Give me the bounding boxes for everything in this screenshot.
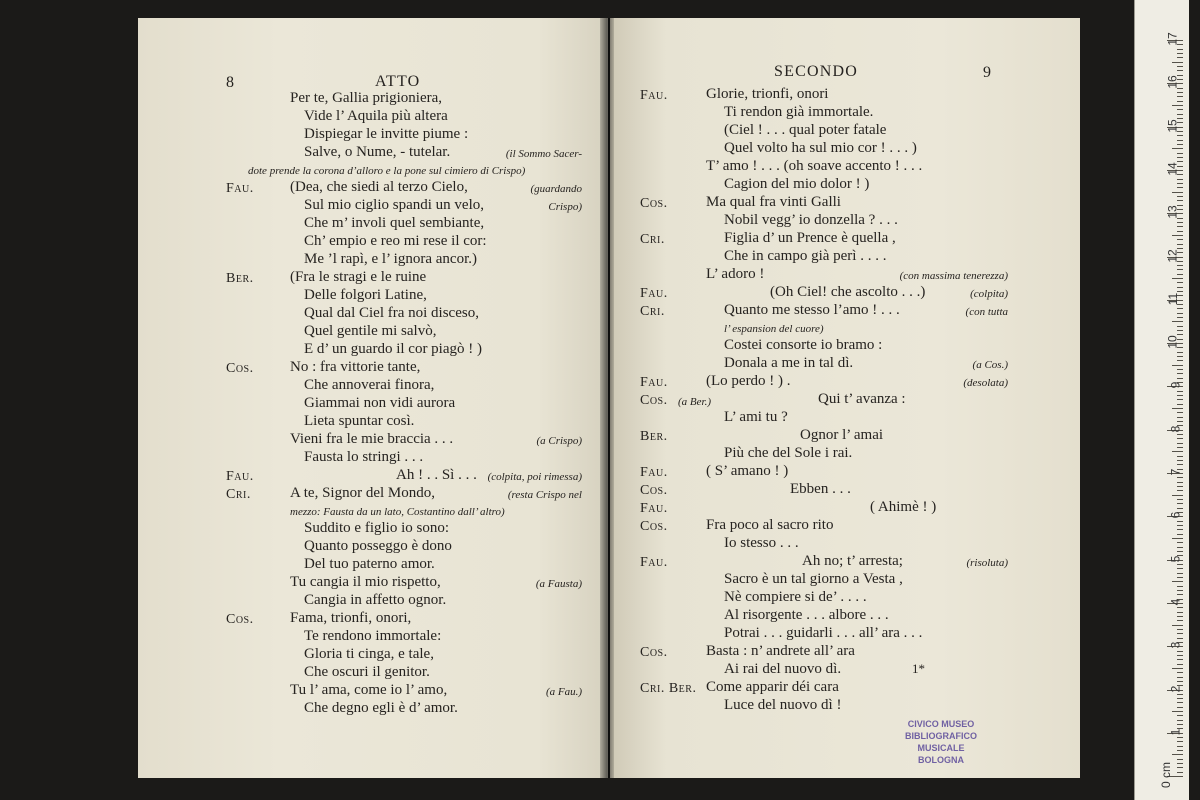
verse-line: Che degno egli è d’ amor. (304, 700, 458, 716)
verse-line: Glorie, trionfi, onori (706, 86, 829, 102)
ruler-tick (1177, 629, 1183, 630)
speaker-label: Cos. (640, 196, 668, 211)
ruler-tick (1177, 222, 1183, 223)
ruler-tick (1177, 96, 1183, 97)
verse-line: Ah no; t’ arresta; (802, 553, 903, 569)
speaker-label: Cos. (640, 645, 668, 660)
ruler-tick (1177, 707, 1183, 708)
verse-line: Al risorgente . . . albore . . . (724, 607, 889, 623)
ruler-tick (1177, 57, 1183, 58)
ruler-tick (1177, 187, 1183, 188)
speaker-label: Fau. (226, 181, 254, 196)
ruler-tick (1177, 702, 1183, 703)
ruler-tick (1177, 750, 1183, 751)
ruler-tick (1177, 525, 1183, 526)
ruler-tick (1177, 633, 1183, 634)
verse-line: Delle folgori Latine, (304, 287, 427, 303)
ruler-tick (1177, 66, 1183, 67)
verse-line: Giammai non vidi aurora (304, 395, 456, 411)
ruler-tick (1177, 391, 1183, 392)
verse-line: Potrai . . . guidarli . . . all’ ara . . . (724, 625, 923, 641)
ruler-tick (1177, 594, 1183, 595)
verse-line: (Oh Ciel! che ascolto . . .) (770, 284, 926, 300)
ruler-label: 6 (1168, 511, 1183, 519)
verse-line: Cangia in affetto ognor. (304, 592, 447, 608)
verse-line: Donala a me in tal dì. (724, 355, 854, 371)
verse-line: Per te, Gallia prigioniera, (290, 90, 443, 106)
verse-line: (Ciel ! . . . qual poter fatale (724, 122, 887, 138)
verse-line: Io stesso . . . (724, 535, 799, 551)
stage-direction: (guardando (530, 183, 582, 195)
ruler-tick (1172, 451, 1183, 452)
verse-line: Ai rai del nuovo dì. (724, 661, 842, 677)
verse-line: Ti rendon già immortale. (724, 104, 874, 120)
ruler-tick (1177, 49, 1183, 50)
stage-direction: (desolata) (963, 377, 1008, 389)
ruler-label: 15 (1165, 118, 1180, 133)
ruler-tick (1177, 655, 1183, 656)
verse-line: Fausta lo stringi . . . (304, 449, 424, 465)
stage-direction: (a Crispo) (536, 435, 582, 447)
ruler-tick (1177, 590, 1183, 591)
verse-line: Gloria ti cinga, e tale, (304, 646, 434, 662)
ruler-tick (1177, 486, 1183, 487)
ruler-tick (1177, 664, 1183, 665)
verse-line: Vide l’ Aquila più altera (304, 108, 448, 124)
verse-line: E d’ un guardo il cor piagò ! ) (304, 341, 483, 357)
ruler-tick (1177, 287, 1183, 288)
verse-line: Sacro è un tal giorno a Vesta , (724, 571, 903, 587)
verse-line: Ebben . . . (790, 481, 851, 497)
stage-direction: (colpita) (970, 288, 1008, 300)
ruler-tick (1177, 477, 1183, 478)
speaker-label: Fau. (640, 286, 668, 301)
ruler-tick (1177, 724, 1183, 725)
speaker-label: Cos. (640, 393, 668, 408)
ruler-tick (1177, 308, 1183, 309)
speaker-label: Cos. (226, 361, 254, 376)
verse-line: L’ ami tu ? (724, 409, 788, 425)
ruler-tick (1177, 356, 1183, 357)
ruler-label: 3 (1168, 641, 1183, 649)
ruler-label: 0 cm (1158, 762, 1173, 789)
verse-line: (Lo perdo ! ) . (706, 373, 791, 389)
speaker-label: Fau. (640, 465, 668, 480)
ruler-tick (1177, 395, 1183, 396)
stage-direction: (risoluta) (966, 557, 1008, 569)
verse-line: Tu cangia il mio rispetto, (290, 574, 441, 590)
ruler-tick (1172, 754, 1183, 755)
ruler-tick (1177, 92, 1183, 93)
ruler-tick (1172, 668, 1183, 669)
verse-line: Salve, o Nume, - tutelar. (304, 144, 451, 160)
ruler-tick (1177, 70, 1183, 71)
ruler-tick (1177, 586, 1183, 587)
ruler-tick (1172, 321, 1183, 322)
ruler-tick (1177, 482, 1183, 483)
ruler-tick (1177, 226, 1183, 227)
stage-direction: (a Fau.) (545, 686, 582, 698)
verse-line: Ognor l’ amai (800, 427, 884, 443)
verse-line: ( S’ amano ! ) (706, 463, 789, 479)
ruler-tick (1177, 179, 1183, 180)
ruler-tick (1177, 269, 1183, 270)
ruler-tick (1177, 694, 1183, 695)
ruler-tick (1177, 317, 1183, 318)
verse-line: Quanto posseggo è dono (304, 538, 452, 554)
left-page-header: ATTO (375, 73, 421, 90)
ruler-label: 4 (1168, 598, 1183, 606)
ruler-tick (1177, 741, 1183, 742)
verse-line: Vieni fra le mie braccia . . . (290, 431, 454, 447)
verse-line: Basta : n’ andrete all’ ara (706, 643, 855, 659)
ruler-tick (1177, 239, 1183, 240)
ruler-tick (1177, 698, 1183, 699)
stamp-line: BIBLIOGRAFICO MUSICALE (905, 731, 977, 753)
book-gutter (600, 18, 614, 778)
stage-direction: l’ espansion del cuore) (724, 323, 824, 335)
stage-direction: (con tutta (965, 306, 1008, 318)
verse-line: Tu l’ ama, come io l’ amo, (290, 682, 448, 698)
ruler-tick (1177, 503, 1183, 504)
ruler-tick (1177, 265, 1183, 266)
ruler-tick (1172, 278, 1183, 279)
stage-direction: Crispo) (548, 201, 582, 213)
speaker-label: Cos. (640, 483, 668, 498)
ruler-label: 14 (1165, 162, 1180, 176)
ruler-tick (1172, 495, 1183, 496)
ruler-tick (1177, 542, 1183, 543)
ruler-tick (1177, 746, 1183, 747)
verse-line: Del tuo paterno amor. (304, 556, 435, 572)
left-page-number: 8 (226, 74, 234, 91)
ruler-tick (1177, 564, 1183, 565)
verse-line: Che m’ involi quel sembiante, (304, 215, 485, 231)
ruler-tick (1177, 607, 1183, 608)
stamp-line: BOLOGNA (918, 755, 964, 765)
ruler-tick (1177, 521, 1183, 522)
verse-line: Dispiegar le invitte piume : (304, 126, 469, 142)
ruler-tick (1172, 192, 1183, 193)
ruler-tick (1177, 568, 1183, 569)
signature-mark: 1* (912, 661, 925, 676)
ruler-tick (1177, 157, 1183, 158)
ruler-label: 16 (1165, 75, 1180, 89)
verse-line: Ah ! . . Sì . . . (396, 467, 477, 483)
ruler-tick (1177, 352, 1183, 353)
ruler-tick (1172, 62, 1183, 63)
ruler-tick (1177, 326, 1183, 327)
speaker-label: Fau. (640, 555, 668, 570)
ruler-label: 12 (1165, 248, 1180, 263)
ruler-tick (1172, 408, 1183, 409)
verse-line: Lieta spuntar così. (304, 413, 415, 429)
ruler-tick (1177, 638, 1183, 639)
ruler-label: 13 (1165, 205, 1180, 219)
ruler-tick (1177, 101, 1183, 102)
speaker-label: Cri. Ber. (640, 681, 697, 696)
verse-line: No : fra vittorie tante, (290, 359, 421, 375)
ruler-label: 17 (1165, 32, 1180, 46)
ruler-tick (1177, 456, 1183, 457)
ruler-tick (1177, 534, 1183, 535)
verse-line: T’ amo ! . . . (oh soave accento ! . . . (706, 158, 923, 174)
library-stamp (882, 718, 1000, 766)
ruler-tick (1177, 434, 1183, 435)
ruler-tick (1177, 677, 1183, 678)
ruler-tick (1177, 360, 1183, 361)
ruler-tick (1177, 421, 1183, 422)
ruler-label: 9 (1168, 382, 1183, 389)
ruler-tick (1177, 529, 1183, 530)
ruler-tick (1177, 369, 1183, 370)
ruler-tick (1177, 499, 1183, 500)
ruler-tick (1172, 711, 1183, 712)
ruler-tick (1177, 460, 1183, 461)
stage-direction: (colpita, poi rimessa) (487, 471, 582, 483)
ruler-label: 11 (1165, 292, 1180, 306)
right-page-header: SECONDO (774, 63, 858, 80)
ruler-tick (1177, 737, 1183, 738)
speaker-label: Cos. (226, 612, 254, 627)
verse-line: Costei consorte io bramo : (724, 337, 883, 353)
ruler-tick (1177, 720, 1183, 721)
ruler-tick (1172, 625, 1183, 626)
ruler-tick (1177, 231, 1183, 232)
ruler-label: 8 (1168, 425, 1183, 433)
ruler-tick (1177, 109, 1183, 110)
ruler-tick (1177, 464, 1183, 465)
ruler-tick (1177, 274, 1183, 275)
verse-line: Ma qual fra vinti Galli (706, 194, 841, 210)
stage-direction: (resta Crispo nel (507, 489, 582, 501)
ruler-tick (1177, 183, 1183, 184)
ruler-tick (1177, 772, 1183, 773)
speaker-label: Cos. (640, 519, 668, 534)
ruler-tick (1177, 114, 1183, 115)
ruler-tick (1177, 659, 1183, 660)
right-page-number: 9 (983, 64, 991, 81)
ruler-tick (1177, 153, 1183, 154)
ruler-label: 7 (1168, 468, 1183, 476)
verse-line: Luce del nuovo dì ! (724, 697, 842, 713)
ruler-tick (1177, 616, 1183, 617)
verse-line: Qual dal Ciel fra noi disceso, (304, 305, 479, 321)
verse-line: (Dea, che siedi al terzo Cielo, (290, 179, 468, 195)
ruler-tick (1172, 365, 1183, 366)
speaker-label: Fau. (640, 88, 668, 103)
ruler-tick (1172, 235, 1183, 236)
ruler-tick (1177, 399, 1183, 400)
speaker-label: Fau. (640, 501, 668, 516)
ruler-label: 10 (1165, 335, 1180, 349)
speaker-label: Fau. (226, 469, 254, 484)
ruler-tick (1177, 577, 1183, 578)
ruler-tick (1177, 330, 1183, 331)
speaker-label: Ber. (226, 271, 254, 286)
ruler-tick (1177, 447, 1183, 448)
ruler-tick (1177, 404, 1183, 405)
ruler-tick (1177, 715, 1183, 716)
ruler-tick (1177, 282, 1183, 283)
ruler-tick (1177, 417, 1183, 418)
verse-line: Quel gentile mi salvò, (304, 323, 437, 339)
ruler-tick (1177, 53, 1183, 54)
verse-line: Quanto me stesso l’amo ! . . . (724, 302, 900, 318)
stage-direction: (a Ber.) (678, 396, 711, 408)
ruler-tick (1177, 620, 1183, 621)
verse-line: Suddito e figlio io sono: (304, 520, 450, 536)
stage-direction: (a Cos.) (972, 359, 1008, 371)
verse-line: Qui t’ avanza : (818, 391, 906, 407)
ruler-tick (1177, 508, 1183, 509)
ruler-tick (1177, 767, 1183, 768)
verse-line: Ch’ empio e reo mi rese il cor: (304, 233, 487, 249)
ruler-tick (1177, 140, 1183, 141)
ruler-tick (1177, 135, 1183, 136)
verse-line: Che in campo già perì . . . . (724, 248, 887, 264)
verse-line: Cagion del mio dolor ! ) (724, 176, 870, 192)
ruler-tick (1177, 373, 1183, 374)
ruler-label: 1 (1168, 728, 1183, 736)
verse-line: Nobil vegg’ io donzella ? . . . (724, 212, 898, 228)
stage-direction: (il Sommo Sacer- (505, 148, 582, 160)
ruler-tick (1172, 538, 1183, 539)
verse-line: Me ’l rapì, e l’ ignora ancor.) (304, 251, 477, 267)
verse-line: Quel volto ha sul mio cor ! . . . ) (724, 140, 917, 156)
stage-direction: (con massima tenerezza) (899, 270, 1008, 282)
verse-line: Te rendono immortale: (304, 628, 442, 644)
verse-line: L’ adoro ! (706, 266, 765, 282)
speaker-label: Cri. (226, 487, 251, 502)
ruler-tick (1177, 412, 1183, 413)
ruler-tick (1177, 759, 1183, 760)
verse-line: A te, Signor del Mondo, (290, 485, 435, 501)
stage-direction: mezzo: Fausta da un lato, Costantino dall’ altro) (290, 506, 505, 518)
speaker-label: Fau. (640, 375, 668, 390)
verse-line: Figlia d’ un Prence è quella , (724, 230, 896, 246)
verse-line: Che oscuri il genitor. (304, 664, 430, 680)
verse-line: Più che del Sole i rai. (724, 445, 853, 461)
stamp-line: CIVICO MUSEO (907, 719, 975, 729)
ruler-tick (1177, 612, 1183, 613)
verse-line: Nè compiere si de’ . . . . (724, 589, 867, 605)
ruler-tick (1172, 581, 1183, 582)
ruler-tick (1177, 672, 1183, 673)
ruler-tick (1172, 148, 1183, 149)
speaker-label: Cri. (640, 304, 665, 319)
ruler-label: 5 (1168, 555, 1183, 562)
ruler-tick (1177, 144, 1183, 145)
ruler-tick (1177, 551, 1183, 552)
ruler-tick (1177, 313, 1183, 314)
ruler-tick (1177, 573, 1183, 574)
ruler-tick (1177, 196, 1183, 197)
ruler-tick (1177, 438, 1183, 439)
ruler-tick (1177, 244, 1183, 245)
verse-line: (Fra le stragi e le ruine (290, 269, 427, 285)
verse-line: ( Ahimè ! ) (870, 499, 937, 515)
ruler-label: 2 (1168, 685, 1183, 692)
stage-direction: (a Fausta) (535, 578, 582, 590)
ruler-tick (1177, 681, 1183, 682)
ruler-tick (1177, 378, 1183, 379)
ruler-tick (1177, 763, 1183, 764)
verse-line: Fama, trionfi, onori, (290, 610, 412, 626)
ruler-tick (1177, 651, 1183, 652)
ruler-tick (1172, 105, 1183, 106)
speaker-label: Ber. (640, 429, 668, 444)
verse-line: Sul mio ciglio spandi un velo, (304, 197, 484, 213)
stage-direction: dote prende la corona d’alloro e la pone sul cimiero di Crispo) (248, 165, 526, 177)
measuring-ruler (1134, 0, 1189, 800)
ruler-tick (1177, 443, 1183, 444)
ruler-tick (1177, 490, 1183, 491)
ruler-tick (1177, 200, 1183, 201)
verse-line: Fra poco al sacro rito (706, 517, 834, 533)
verse-line: Che annoverai finora, (304, 377, 435, 393)
speaker-label: Cri. (640, 232, 665, 247)
ruler-tick (1177, 547, 1183, 548)
verse-line: Come apparir déi cara (706, 679, 839, 695)
